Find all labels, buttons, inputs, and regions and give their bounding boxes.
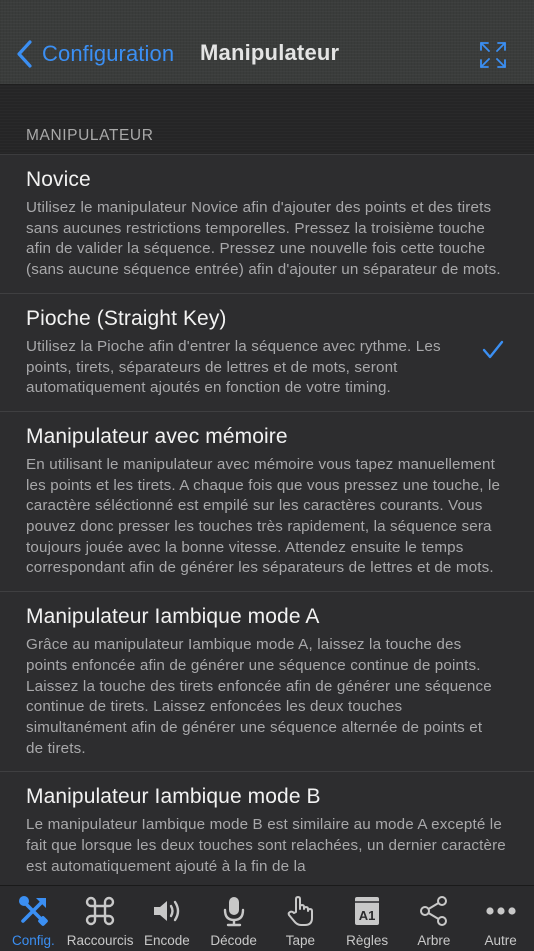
more-dots-icon	[484, 894, 518, 928]
tab-config[interactable]	[0, 886, 67, 951]
svg-text:A1: A1	[358, 908, 376, 923]
page-title: Manipulateur	[200, 40, 340, 65]
option-description: Grâce au manipulateur Iambique mode A, laissez la touche des points enfoncée afin de générer une séquence continue de points. Laissez la touche des tirets enfoncée afin de générer une séquence continue de tirets. Laissez enfoncées les deux touches simultanément afin de générer une séquence alternée de points et de tirets.	[26, 636, 492, 757]
tab-tape[interactable]	[267, 886, 334, 951]
tab-label: Règles	[346, 933, 389, 948]
option-title: Manipulateur avec mémoire	[26, 424, 288, 448]
option-description: Utilisez la Pioche afin d'entrer la séquence avec rythme. Les points, tirets, séparateurs de lettres et de mots, seront automatiquement ajoutés en fonction de votre timing.	[26, 337, 441, 397]
option-description: En utilisant le manipulateur avec mémoire vous tapez manuellement les points et les tirets. A chaque fois que vous pressez une touche, le caractère séléctionné est empilé sur les caractères courants. Vous pouvez donc presser les touches très rapidement, la séquence sera toujours jouée avec la bonne vitesse. Attendez ensuite le temps correspondant afin de générer les séparateurs de lettres et de mots.	[26, 455, 501, 577]
tab-label: Arbre	[417, 933, 451, 948]
settings-list	[0, 85, 534, 885]
share-tree-icon	[417, 894, 451, 928]
rules-card-icon	[350, 894, 384, 928]
chevron-left-icon	[14, 39, 36, 69]
tab-label: Décode	[210, 933, 257, 948]
option-iambic-a[interactable]	[0, 592, 534, 772]
option-title: Manipulateur Iambique mode B	[26, 785, 321, 809]
back-button[interactable]	[14, 36, 174, 72]
command-key-icon	[83, 894, 117, 928]
back-button-label: Configuration	[42, 41, 175, 66]
tab-regles[interactable]	[334, 886, 401, 951]
microphone-icon	[217, 894, 251, 928]
tab-label: Config.	[11, 933, 55, 948]
tab-label: Autre	[484, 933, 517, 948]
checkmark-icon	[482, 340, 504, 360]
option-description: Le manipulateur Iambique mode B est similaire au mode A excepté le fait que lorsque les deux touches sont relachées, un dernier caractère est automatiquement ajouté à la fin de la	[26, 816, 506, 875]
option-iambic-b[interactable]	[0, 772, 534, 885]
tab-label: Raccourcis	[66, 933, 134, 948]
option-title: Novice	[26, 168, 91, 191]
options-group	[0, 154, 534, 885]
option-memory-keyer[interactable]	[0, 412, 534, 592]
tab-decode[interactable]	[200, 886, 267, 951]
section-header-label: MANIPULATEUR	[26, 127, 154, 144]
option-novice[interactable]	[0, 155, 534, 294]
option-title: Pioche (Straight Key)	[26, 306, 227, 330]
tab-label: Encode	[144, 933, 190, 948]
tab-bar	[0, 885, 534, 951]
hand-pointer-icon	[283, 894, 317, 928]
option-straight-key[interactable]	[0, 294, 534, 412]
tab-autre[interactable]	[467, 886, 534, 951]
navigation-bar	[0, 0, 534, 85]
option-description: Utilisez le manipulateur Novice afin d'ajouter des points et des tirets sans aucunes restrictions temporelles. Pressez la troisième touche afin de valider la séquence. Pressez une nouvelle fois cette touche (sans aucune séquence entrée) afin d'ajouter un séparateur de mots.	[26, 199, 501, 279]
tab-label: Tape	[285, 933, 316, 948]
tools-icon	[16, 894, 50, 928]
expand-icon[interactable]	[478, 40, 508, 70]
option-title: Manipulateur Iambique mode A	[26, 605, 320, 629]
speaker-icon	[150, 894, 184, 928]
tab-raccourcis[interactable]	[67, 886, 134, 951]
tab-encode[interactable]	[134, 886, 201, 951]
tab-arbre[interactable]	[401, 886, 468, 951]
section-header	[0, 85, 534, 154]
